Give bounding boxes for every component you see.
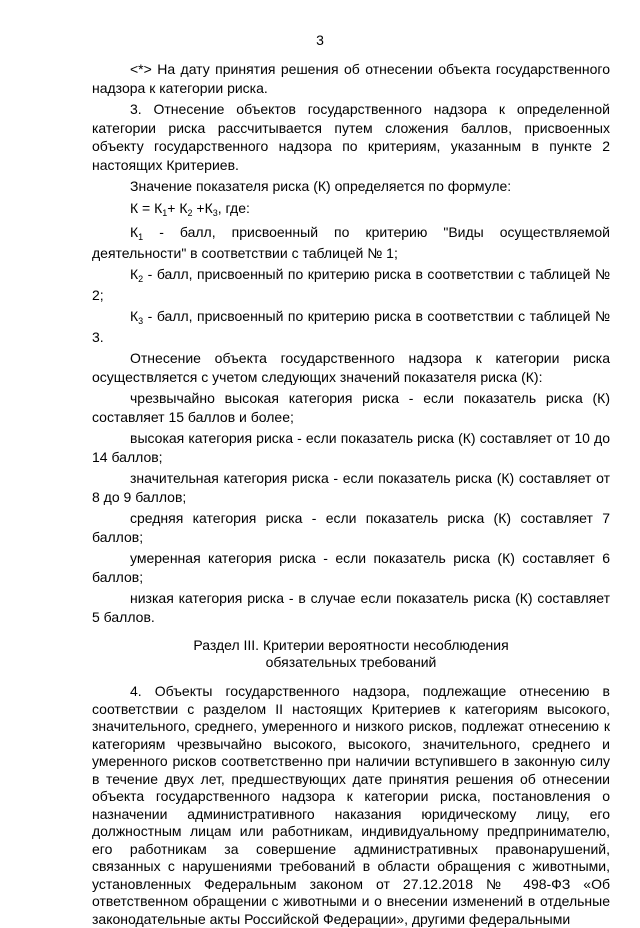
section-heading-line2: обязательных требований [265, 654, 437, 670]
paragraph-3: 3. Отнесение объектов государственного надзора к определенной категории риска рассчитывается путем сложения баллов, присвоенных объекту государственного надзора по критериям, указанным в пункте 2 настоящих Критериев. [92, 101, 610, 173]
categorization-intro: Отнесение объекта государственного надзора к категории риска осуществляется с учетом следующих значений показателя риска (К): [92, 350, 610, 385]
k1-definition: $К_1$ - балл, присвоенный по критерию "Виды осуществляемой деятельности" в соответствии с таблицей № 1; [92, 224, 610, 261]
page-number: 3 [316, 32, 324, 48]
risk-formula: $К = К_1+ К_2 +К_3$, где: [130, 199, 250, 218]
risk-category-item: умеренная категория риска - если показатель риска (К) составляет 6 баллов; [92, 550, 610, 585]
risk-category-item: чрезвычайно высокая категория риска - если показатель риска (К) составляет 15 баллов и более; [92, 390, 610, 425]
risk-category-item: средняя категория риска - если показатель риска (К) составляет 7 баллов; [92, 510, 610, 545]
paragraph-4: 4. Объекты государственного надзора, подлежащие отнесению в соответствии с разделом II настоящих Критериев к категориям высокого, значительного, среднего, умеренного и низкого рисков, подлежат отнесению к категориям чрезвычайно высокого, высокого, значительного, среднего и умеренного рисков соответственно при наличии вступившего в законную силу в течение двух лет, предшествующих дате принятия решения об отнесении объекта государственного надзора к категории риска, постановления о назначении административного наказания юридическому лицу, его должностным лицам или работникам, индивидуальному предпринимателю, его работникам за совершение административных правонарушений, связанных с нарушениями требований в области обращения с животными, установленных Федеральным законом от 27.12.2018 № 498-ФЗ «Об ответственном обращении с животными и о внесении изменений в отдельные законодательные акты Российской Федерации», другими федеральными [92, 683, 610, 927]
k2-definition: $К_2$ - балл, присвоенный по критерию риска в соответствии с таблицей № 2; [92, 266, 610, 303]
k3-definition: $К_3$ - балл, присвоенный по критерию риска в соответствии с таблицей № 3. [92, 308, 610, 345]
section-heading [92, 637, 610, 671]
risk-value-intro: Значение показателя риска (К) определяется по формуле: [130, 178, 512, 194]
risk-category-item: низкая категория риска - в случае если показатель риска (К) составляет 5 баллов. [92, 590, 610, 625]
footnote: <*> На дату принятия решения об отнесении объекта государственного надзора к категории риска. [92, 61, 610, 96]
risk-category-item: значительная категория риска - если показатель риска (К) составляет от 8 до 9 баллов; [92, 470, 610, 505]
document-body [92, 60, 610, 928]
risk-category-item: высокая категория риска - если показатель риска (К) составляет от 10 до 14 баллов; [92, 430, 610, 465]
section-heading-line1: Раздел III. Критерии вероятности несоблюдения [193, 637, 509, 653]
